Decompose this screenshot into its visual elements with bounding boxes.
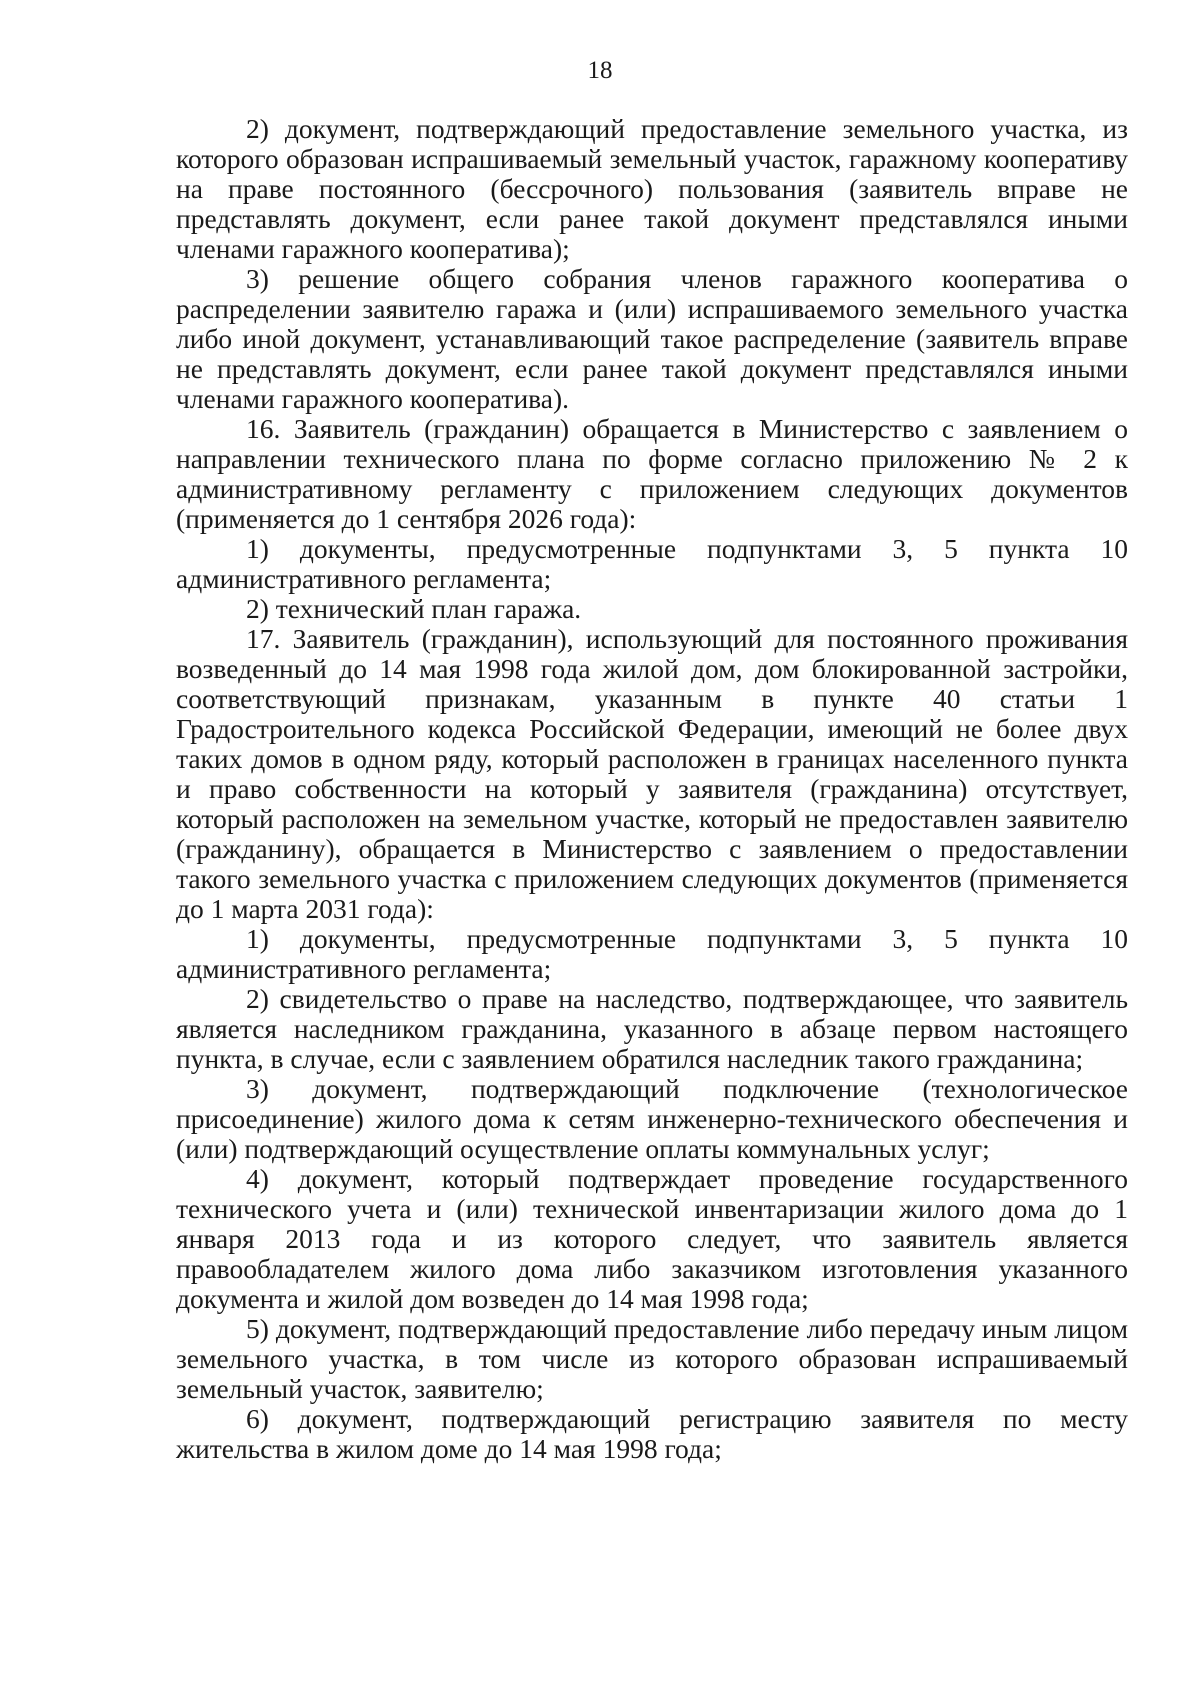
paragraph: 17. Заявитель (гражданин), использующий для постоянного проживания возведенный до 14 мая 1998 года жилой дом, дом блокированной застройки, соответствующий признакам, указанным в пункте 40 статьи 1 Градостроительного кодекса Российской Федерации, имеющий не более двух таких домов в одном ряду, который расположен в границах населенного пункта и право собственности на который у заявителя (гражданина) отсутствует, который расположен на земельном участке, который не предоставлен заявителю (гражданину), обращается в Министерство с заявлением о предоставлении такого земельного участка с приложением следующих документов (применяется до 1 марта 2031 года): [176,623,1128,924]
paragraph: 4) документ, который подтверждает проведение государственного технического учета и (или) технической инвентаризации жилого дома до 1 января 2013 года и из которого следует, что заявитель является правообладателем жилого дома либо заказчиком изготовления указанного документа и жилой дом возведен до 14 мая 1998 года; [176,1163,1128,1314]
paragraph: 2) технический план гаража. [246,593,582,624]
paragraph: 6) документ, подтверждающий регистрацию заявителя по месту жительства в жилом доме до 14 мая 1998 года; [176,1403,1128,1464]
paragraph: 16. Заявитель (гражданин) обращается в Министерство с заявлением о направлении технического плана по форме согласно приложению № 2 к административному регламенту с приложением следующих документов (применяется до 1 сентября 2026 года): [176,413,1128,534]
paragraph: 1) документы, предусмотренные подпунктами 3, 5 пункта 10 административного регламента; [176,923,1128,984]
document-body [176,114,1128,1464]
paragraph: 2) свидетельство о праве на наследство, подтверждающее, что заявитель является наследником гражданина, указанного в абзаце первом настоящего пункта, в случае, если с заявлением обратился наследник такого гражданина; [176,983,1128,1074]
paragraph: 1) документы, предусмотренные подпунктами 3, 5 пункта 10 административного регламента; [176,533,1128,594]
paragraph: 2) документ, подтверждающий предоставление земельного участка, из которого образован испрашиваемый земельный участок, гаражному кооперативу на праве постоянного (бессрочного) пользования (заявитель вправе не представлять документ, если ранее такой документ представлялся иными членами гаражного кооператива); [176,113,1128,264]
paragraph: 3) решение общего собрания членов гаражного кооператива о распределении заявителю гаража и (или) испрашиваемого земельного участка либо иной документ, устанавливающий такое распределение (заявитель вправе не представлять документ, если ранее такой документ представлялся иными членами гаражного кооператива). [176,263,1128,414]
paragraph: 5) документ, подтверждающий предоставление либо передачу иным лицом земельного участка, в том числе из которого образован испрашиваемый земельный участок, заявителю; [176,1313,1128,1404]
paragraph: 3) документ, подтверждающий подключение (технологическое присоединение) жилого дома к сетям инженерно-технического обеспечения и (или) подтверждающий осуществление оплаты коммунальных услуг; [176,1073,1128,1164]
page-number: 18 [587,57,613,84]
